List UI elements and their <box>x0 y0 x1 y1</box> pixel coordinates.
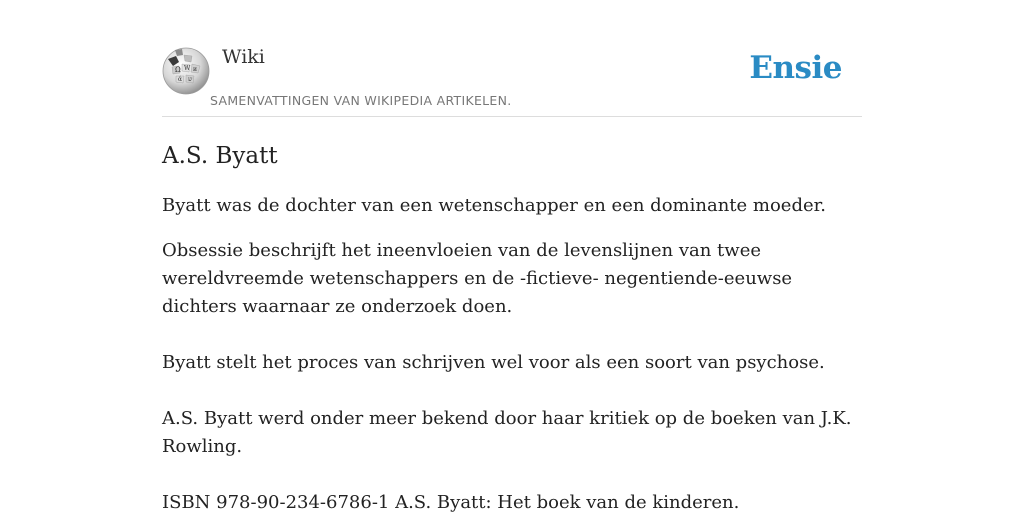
svg-text:ש: ש <box>188 76 193 83</box>
svg-text:и: и <box>193 66 197 73</box>
site-tagline: SAMENVATTINGEN VAN WIKIPEDIA ARTIKELEN. <box>210 93 512 108</box>
site-header <box>162 0 862 117</box>
page <box>162 0 862 512</box>
site-title[interactable]: Wiki <box>222 46 265 68</box>
brand-link[interactable]: Ensie <box>749 50 842 86</box>
article-paragraph: Byatt stelt het proces van schrijven wel voor als een soort van psychose. <box>162 352 825 373</box>
article-paragraph: A.S. Byatt werd onder meer bekend door haar kritiek op de boeken van J.K. Rowling. <box>162 408 852 457</box>
article-paragraph: Obsessie beschrijft het ineenvloeien van de levenslijnen van twee wereldvreemde wetenschappers en de -fictieve- negentiende-eeuwse dichters waarnaar ze onderzoek doen. <box>162 240 793 317</box>
wikipedia-globe-icon[interactable] <box>162 47 210 95</box>
svg-text:W: W <box>184 65 191 72</box>
svg-text:ά: ά <box>178 76 183 83</box>
article-paragraph: ISBN 978-90-234-6786-1 A.S. Byatt: Het boek van de kinderen. <box>162 492 740 512</box>
article-title: A.S. Byatt <box>162 143 278 169</box>
article-lead: Byatt was de dochter van een wetenschapper en een dominante moeder. <box>162 195 826 216</box>
svg-text:Ω: Ω <box>175 66 181 74</box>
